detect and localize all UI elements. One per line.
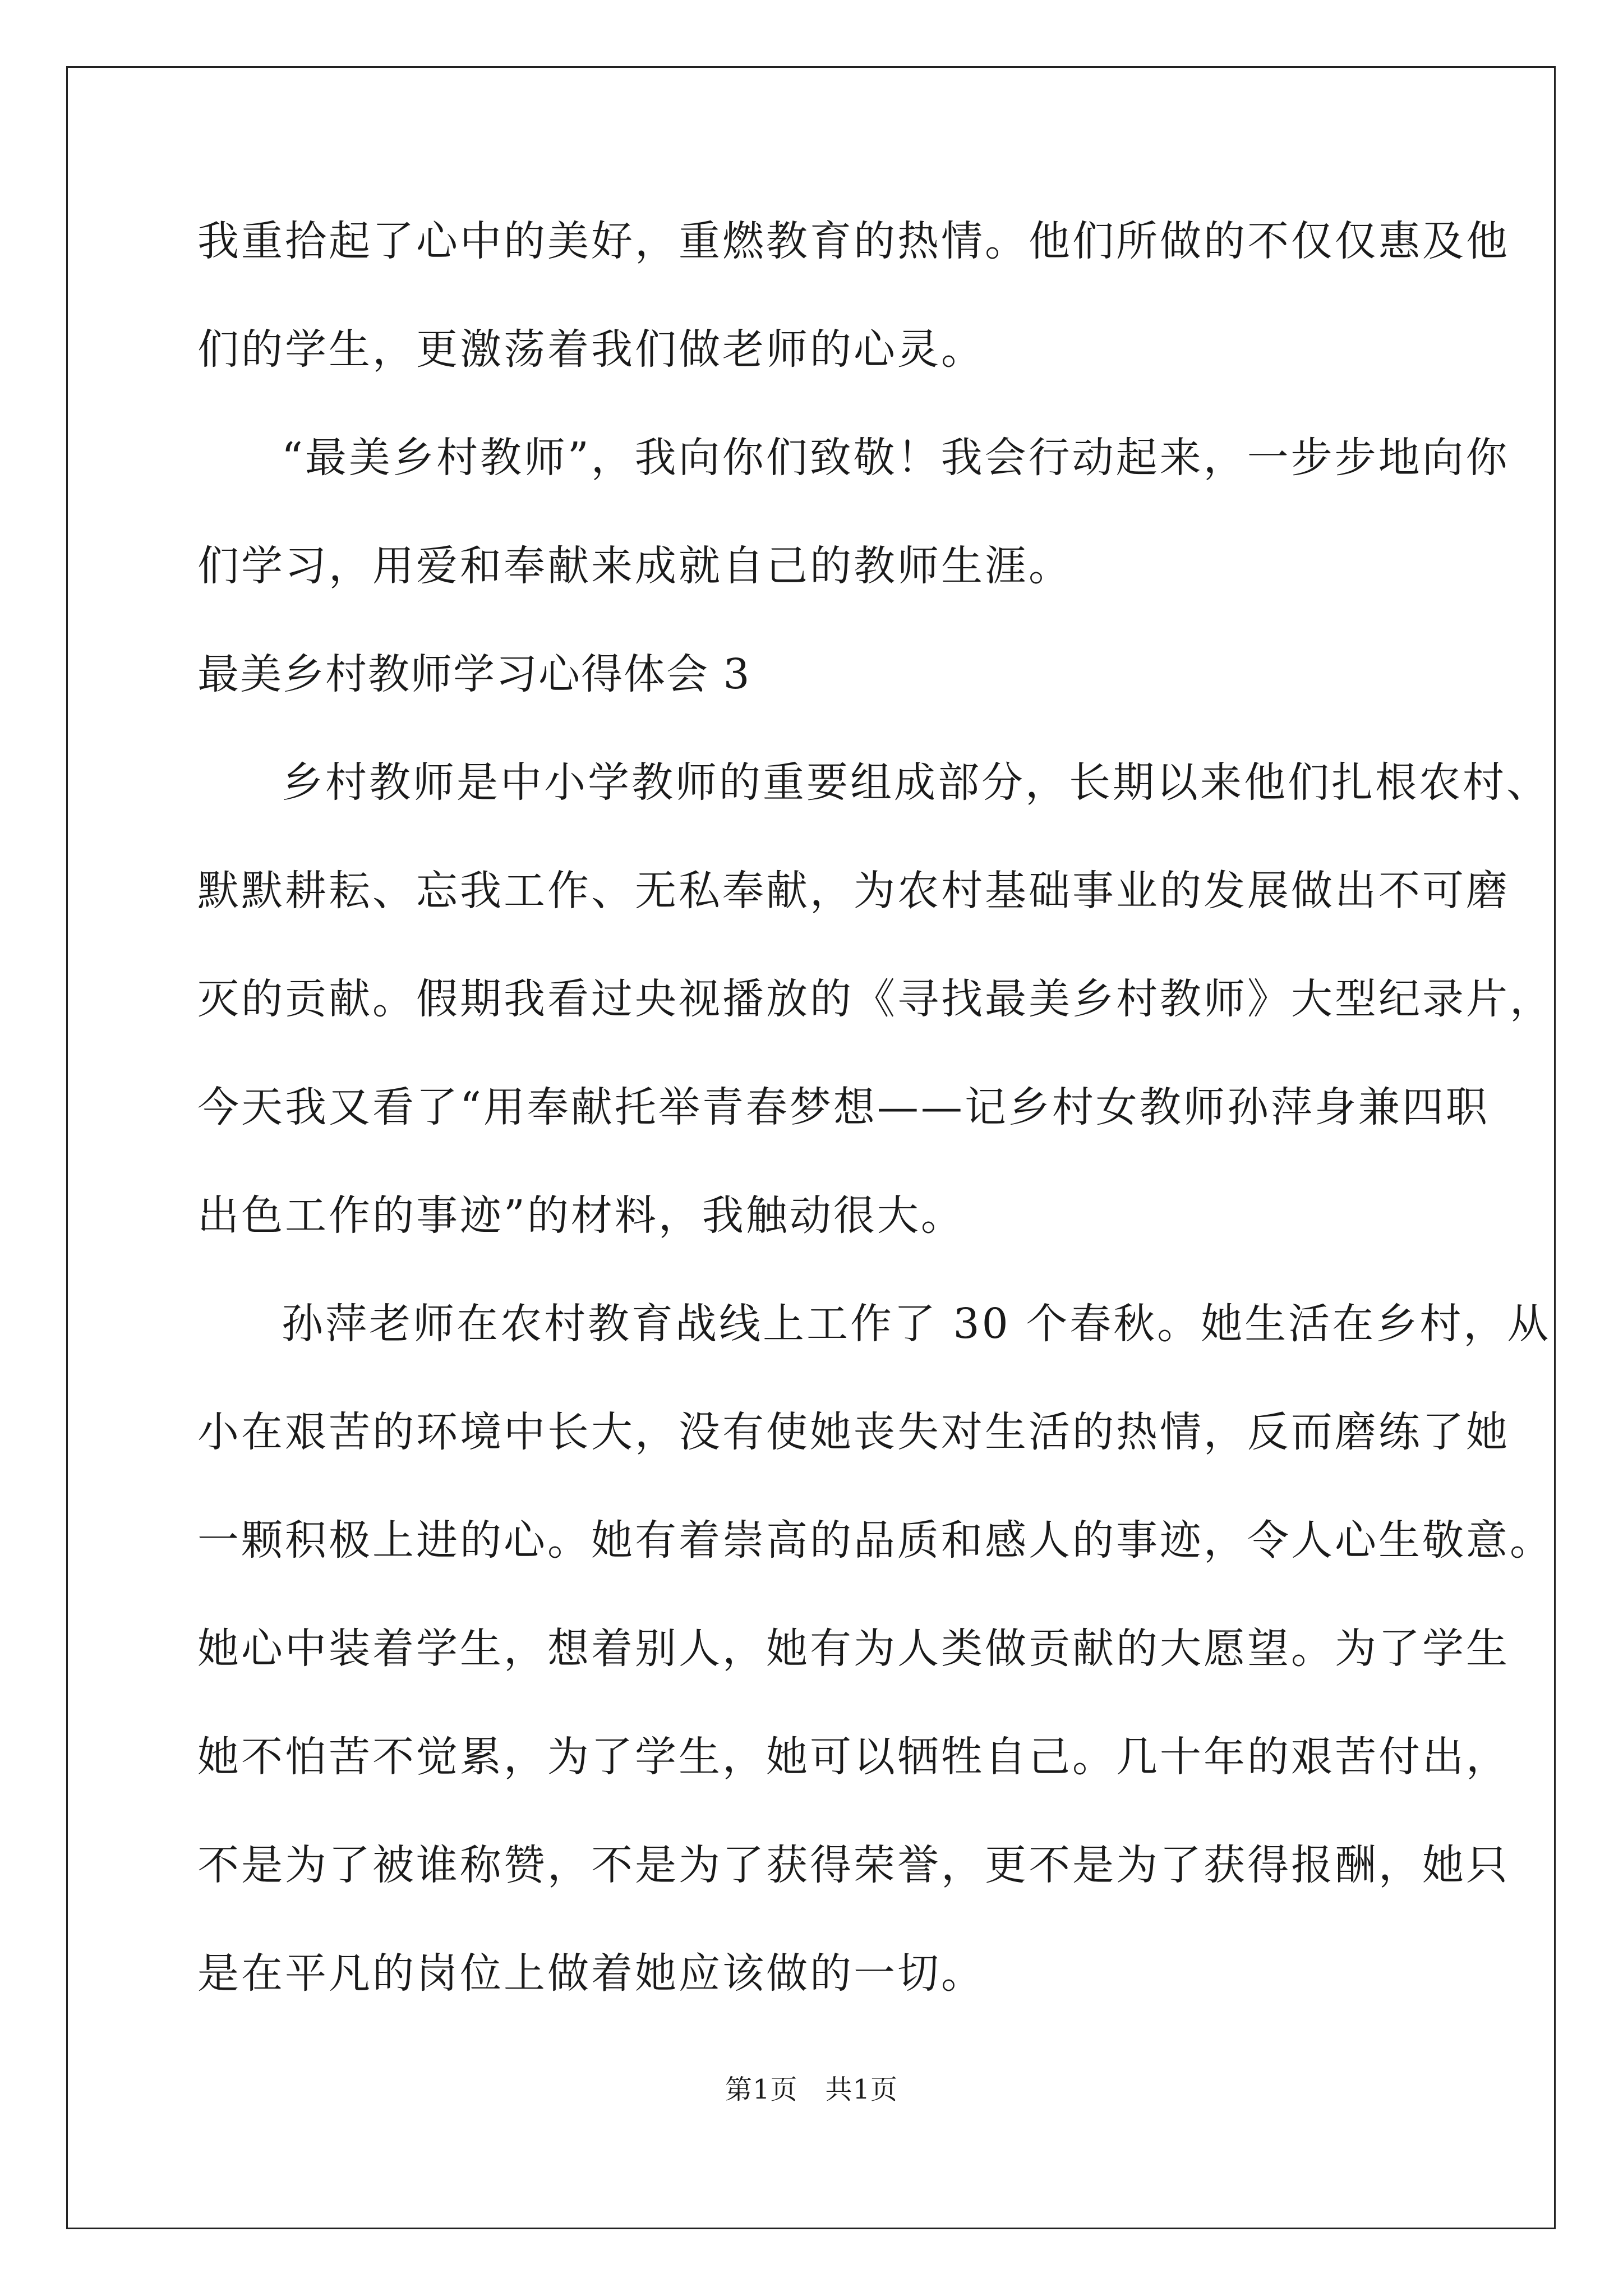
body-line: 们学习，用爱和奉献来成就自己的教师生涯。 [197,542,1072,590]
body-line: 出色工作的事迹”的材料，我触动很大。 [197,1191,965,1240]
section-heading: 最美乡村教师学习心得体会 3 [197,650,751,698]
body-line: 我重拾起了心中的美好，重燃教育的热情。他们所做的不仅仅惠及他 [197,217,1510,265]
body-line: 默默耕耘、忘我工作、无私奉献，为农村基础事业的发展做出不可磨 [197,867,1510,915]
paragraph-start-line: 乡村教师是中小学教师的重要组成部分，长期以来他们扎根农村、 [282,758,1550,807]
body-line: 小在艰苦的环境中长大，没有使她丧失对生活的热情，反而磨练了她 [197,1408,1510,1456]
document-body [197,213,1553,2054]
body-line: 是在平凡的岗位上做着她应该做的一切。 [197,1949,985,1998]
body-line: 灭的贡献。假期我看过央视播放的《寻找最美乡村教师》大型纪录片， [197,975,1553,1023]
body-line: 她心中装着学生，想着别人，她有为人类做贡献的大愿望。为了学生 [197,1625,1510,1673]
body-line: 一颗积极上进的心。她有着崇高的品质和感人的事迹，令人心生敬意。 [197,1516,1553,1565]
page-footer: 第1页 共1页 [725,2074,898,2105]
body-line: 她不怕苦不觉累，为了学生，她可以牺牲自己。几十年的艰苦付出， [197,1733,1510,1781]
body-line: 今天我又看了“用奉献托举青春梦想——记乡村女教师孙萍身兼四职 [197,1083,1490,1131]
body-line: 们的学生，更激荡着我们做老师的心灵。 [197,325,985,374]
paragraph-start-line: “最美乡村教师”，我向你们致敬！我会行动起来，一步步地向你 [282,434,1510,482]
body-line: 不是为了被谁称赞，不是为了获得荣誉，更不是为了获得报酬，她只 [197,1841,1510,1889]
paragraph-start-line: 孙萍老师在农村教育战线上工作了 30 个春秋。她生活在乡村，从 [282,1300,1551,1348]
